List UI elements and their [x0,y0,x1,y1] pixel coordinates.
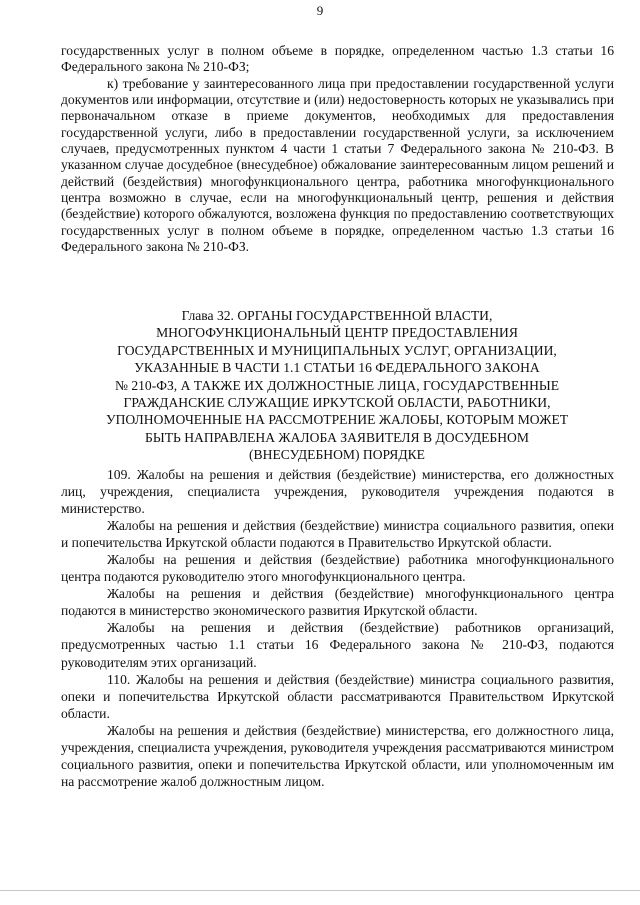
heading-line: № 210-ФЗ, А ТАКЖЕ ИХ ДОЛЖНОСТНЫЕ ЛИЦА, ГОСУДАРСТВЕННЫЕ [114,377,560,393]
paragraph: Жалобы на решения и действия (бездействие) министра социального развития, опеки и попечительства Иркутской области подаются в Правительство Иркутской области. [61,518,614,551]
heading-line: МНОГОФУНКЦИОНАЛЬНЫЙ ЦЕНТР ПРЕДОСТАВЛЕНИЯ [156,325,518,341]
chapter-heading [72,307,602,464]
paragraph-109: 109. Жалобы на решения и действия (бездействие) министерства, его должностных лиц, учреждения, специалиста учреждения, руководителя учреждения подаются в министерство. [61,467,614,517]
top-text-block [61,43,614,255]
heading-line: ГОСУДАРСТВЕННЫХ И МУНИЦИПАЛЬНЫХ УСЛУГ, ОРГАНИЗАЦИИ, [117,342,557,358]
page-number: 9 [316,3,324,18]
paragraph: Жалобы на решения и действия (бездействие) многофункционального центра подаются в министерство экономического развития Иркутской области. [61,586,614,619]
heading-line: БЫТЬ НАПРАВЛЕНА ЖАЛОБА ЗАЯВИТЕЛЯ В ДОСУДЕБНОМ [145,429,529,445]
paragraph: Жалобы на решения и действия (бездействие) работников организаций, предусмотренных частью 1.1 статьи 16 Федерального закона № 210-ФЗ, подаются руководителям этих организаций. [61,620,614,670]
heading-line: УКАЗАННЫЕ В ЧАСТИ 1.1 СТАТЬИ 16 ФЕДЕРАЛЬНОГО ЗАКОНА [134,360,540,376]
paragraph: Жалобы на решения и действия (бездействие) министерства, его должностного лица, учреждения, специалиста учреждения, руководителя учреждения рассматриваются министром социального развития, опеки и попечительства Иркутской области, или уполномоченным им на рассмотрение жалоб должностным лицом. [61,722,614,789]
footer-divider [0,890,640,891]
paragraph-item-k: к) требование у заинтересованного лица при предоставлении государственной услуги документов или информации, отсутствие и (или) недостоверность которых не указывались при первоначальном отказе в приеме документов, необходимых для предоставления государственной услуги, либо в предоставлении государственной услуги, за исключением случаев, предусмотренных пунктом 4 части 1 статьи 7 Федерального закона № 210-ФЗ. В указанном случае досудебное (внесудебное) обжалование заинтересованным лицом решений и действий (бездействия) многофункционального центра, работника многофункционального центра возможно в случае, если на многофункциональный центр, решения и действия (бездействие) которого обжалуются, возложена функция по предоставлению соответствующих государственных услуг в полном объеме в порядке, определенном частью 1.3 статьи 16 Федерального закона № 210-ФЗ. [61,75,614,255]
heading-line: ГРАЖДАНСКИЕ СЛУЖАЩИЕ ИРКУТСКОЙ ОБЛАСТИ, РАБОТНИКИ, [123,395,551,411]
heading-line: (ВНЕСУДЕБНОМ) ПОРЯДКЕ [249,447,425,463]
paragraph-110: 110. Жалобы на решения и действия (бездействие) министра социального развития, опеки и попечительства Иркутской области рассматриваются Правительством Иркутской области. [61,671,614,721]
paragraph-continuation: государственных услуг в полном объеме в порядке, определенном частью 1.3 статьи 16 Федерального закона № 210-ФЗ; [61,43,614,75]
paragraph: Жалобы на решения и действия (бездействие) работника многофункционального центра подаются руководителю этого многофункционального центра. [61,552,614,585]
section-text-block [61,466,614,790]
heading-line: УПОЛНОМОЧЕННЫЕ НА РАССМОТРЕНИЕ ЖАЛОБЫ, КОТОРЫМ МОЖЕТ [105,412,569,428]
heading-line: Глава 32. ОРГАНЫ ГОСУДАРСТВЕННОЙ ВЛАСТИ, [181,308,493,323]
